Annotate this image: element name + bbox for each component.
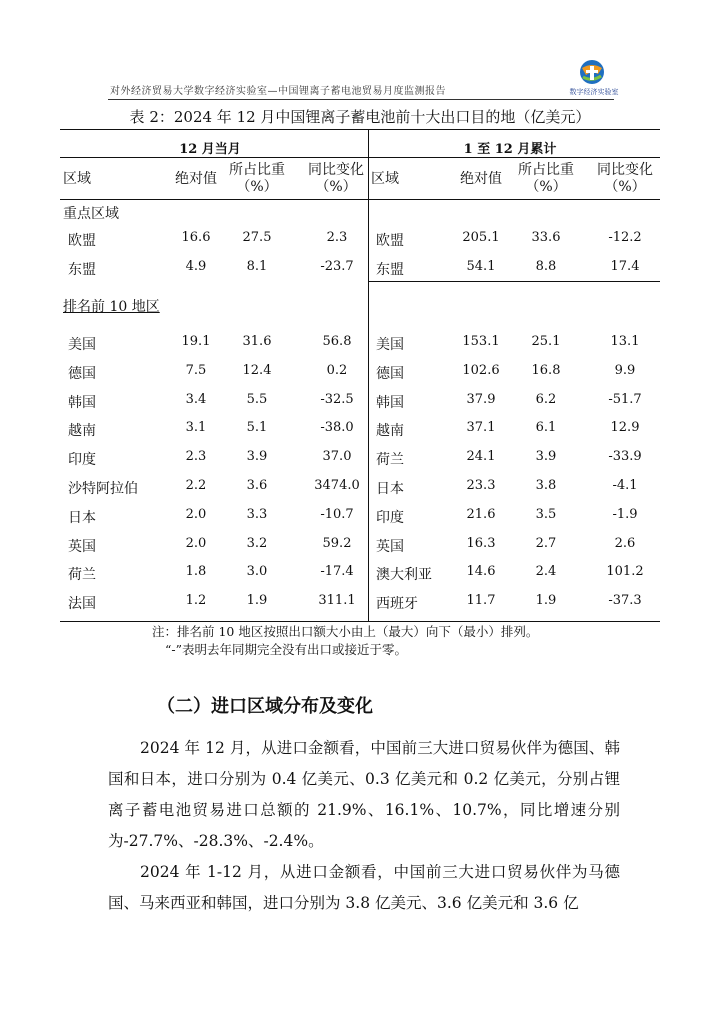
cell-r-abs: 205.1: [462, 230, 500, 245]
cell-l-abs: 1.8: [185, 564, 207, 580]
cell-l-yoy: -10.7: [320, 506, 354, 522]
cell-r-share: 6.1: [535, 420, 557, 436]
logo-text: 数字经济实验室: [569, 88, 619, 96]
cell-l-abs: 19.1: [181, 334, 211, 349]
cell-r-yoy: 9.9: [614, 362, 636, 378]
cell-l-name: 印度: [68, 452, 96, 469]
cell-r-abs: 24.1: [466, 449, 496, 465]
cell-r-yoy: -12.2: [608, 230, 642, 245]
table-note: 注：排名前 10 地区按照出口额大小由上（最大）向下（最小）排列。: [152, 624, 539, 639]
header-rule-2: [60, 199, 660, 200]
cell-l-abs: 1.2: [185, 593, 207, 609]
cell-l-share: 1.9: [246, 593, 268, 609]
cell-l-share: 3.0: [246, 564, 268, 580]
cell-r-share: 3.9: [535, 449, 557, 465]
cell-l-name: 美国: [68, 337, 96, 353]
cell-r-abs: 102.6: [462, 362, 500, 378]
cell-l-yoy: 3474.0: [314, 478, 360, 493]
col-yoy-left: 同比变化（%）: [308, 162, 364, 195]
cell-r-name: 英国: [376, 538, 404, 555]
cell-r-share: 16.8: [531, 362, 561, 378]
section-top10: 排名前 10 地区: [63, 299, 160, 315]
col-share-left: 所占比重（%）: [229, 162, 285, 195]
col-region-left: 区域: [63, 171, 91, 187]
cell-l-abs: 4.9: [185, 259, 207, 274]
cell-r-share: 33.6: [531, 230, 561, 245]
header-rule-1: [60, 157, 660, 158]
cell-l-abs: 2.0: [185, 506, 207, 522]
cell-r-name: 印度: [376, 509, 404, 526]
cell-l-abs: 16.6: [181, 230, 211, 245]
header-divider: [108, 99, 614, 100]
cell-r-abs: 54.1: [466, 259, 496, 274]
section-key-regions: 重点区域: [63, 206, 119, 222]
cell-r-name: 韩国: [376, 394, 404, 411]
cell-r-share: 2.7: [535, 535, 557, 551]
cell-l-name: 东盟: [68, 262, 96, 278]
cell-r-abs: 37.1: [466, 420, 496, 436]
cell-l-yoy: -17.4: [320, 564, 354, 580]
cell-r-yoy: -4.1: [612, 478, 638, 493]
right-section-rule: [368, 281, 660, 282]
cell-r-yoy: -1.9: [612, 506, 638, 522]
report-header: 对外经济贸易大学数字经济实验室—中国锂离子蓄电池贸易月度监测报告: [110, 86, 446, 97]
cell-r-abs: 153.1: [462, 334, 500, 349]
cell-l-name: 法国: [68, 596, 96, 613]
col-absolute-right: 绝对值: [460, 171, 502, 187]
cell-r-abs: 16.3: [466, 535, 496, 551]
cell-r-abs: 14.6: [466, 564, 496, 580]
cell-r-yoy: 2.6: [614, 535, 636, 551]
cell-l-abs: 3.4: [185, 391, 207, 407]
cell-r-share: 3.5: [535, 506, 557, 522]
cell-l-yoy: -38.0: [320, 420, 354, 436]
cell-l-yoy: 2.3: [326, 230, 348, 245]
cell-l-abs: 3.1: [185, 420, 207, 436]
cell-r-name: 荷兰: [376, 452, 404, 469]
cell-r-abs: 21.6: [466, 506, 496, 522]
cell-r-name: 越南: [376, 423, 404, 440]
cell-l-share: 5.5: [246, 391, 268, 407]
cell-l-name: 英国: [68, 538, 96, 555]
cell-r-abs: 37.9: [466, 391, 496, 407]
cell-l-yoy: 0.2: [326, 362, 348, 378]
cell-r-abs: 23.3: [466, 478, 496, 493]
cell-l-name: 越南: [68, 423, 96, 440]
lab-logo: [568, 58, 619, 98]
cell-r-share: 1.9: [535, 593, 557, 609]
section-heading: （二）进口区域分布及变化: [157, 696, 373, 717]
paragraph-2: 2024 年 1-12 月，从进口金额看，中国前三大进口贸易伙伴为马德国、马来西亚和韩国，进口分别为 3.8 亿美元、3.6 亿美元和 3.6 亿: [108, 863, 620, 912]
cell-l-name: 欧盟: [68, 233, 96, 249]
cell-r-share: 8.8: [535, 259, 557, 274]
cell-r-yoy: -51.7: [608, 391, 642, 407]
cell-r-share: 6.2: [535, 391, 557, 407]
cell-l-name: 德国: [68, 365, 96, 382]
cell-l-yoy: -32.5: [320, 391, 354, 407]
cell-l-share: 8.1: [246, 259, 268, 274]
cell-l-share: 12.4: [242, 362, 272, 378]
cell-r-name: 欧盟: [376, 233, 404, 249]
paragraph-1: 2024 年 12 月，从进口金额看，中国前三大进口贸易伙伴为德国、韩国和日本，进口分别为 0.4 亿美元、0.3 亿美元和 0.2 亿美元，分别占锂离子蓄电池贸易进口总额的 21.9%、16.1%、10.7%，同比增速分别为-27.7%、-28.3%、-2.4%。: [108, 739, 620, 850]
table-note-2: “-”表明去年同期完全没有出口或接近于零。: [165, 642, 408, 657]
cell-l-abs: 2.2: [185, 478, 207, 493]
cell-r-yoy: 101.2: [606, 564, 644, 580]
globe-icon: [568, 58, 616, 88]
cell-r-name: 美国: [376, 337, 404, 353]
cell-r-abs: 11.7: [466, 593, 496, 609]
cell-l-share: 3.6: [246, 478, 268, 493]
cell-l-abs: 2.3: [185, 449, 207, 465]
cell-r-name: 西班牙: [376, 596, 418, 613]
cell-l-abs: 7.5: [185, 362, 207, 378]
col-region-right: 区域: [371, 171, 399, 187]
col-share-right: 所占比重（%）: [518, 162, 574, 195]
cell-l-abs: 2.0: [185, 535, 207, 551]
cell-r-yoy: -37.3: [608, 593, 642, 609]
cell-l-yoy: -23.7: [320, 259, 354, 274]
cell-l-share: 3.9: [246, 449, 268, 465]
cell-r-yoy: 12.9: [610, 420, 640, 436]
cell-r-share: 3.8: [535, 478, 557, 493]
cell-l-share: 31.6: [242, 334, 272, 349]
cell-r-name: 日本: [376, 481, 404, 497]
cell-r-share: 2.4: [535, 564, 557, 580]
cell-l-yoy: 311.1: [318, 593, 356, 609]
cell-l-name: 荷兰: [68, 567, 96, 584]
col-absolute-left: 绝对值: [175, 171, 217, 187]
cell-l-share: 3.2: [246, 535, 268, 551]
cell-l-yoy: 56.8: [322, 334, 352, 349]
cell-r-name: 澳大利亚: [376, 567, 432, 584]
cell-r-yoy: 13.1: [610, 334, 640, 349]
cell-l-share: 27.5: [242, 230, 272, 245]
cell-l-yoy: 59.2: [322, 535, 352, 551]
group-header-cumulative: 1 至 12 月累计: [463, 142, 557, 157]
cell-r-share: 25.1: [531, 334, 561, 349]
export-table: [60, 129, 660, 622]
table-caption: 表 2：2024 年 12 月中国锂离子蓄电池前十大出口目的地（亿美元）: [129, 108, 591, 126]
cell-r-yoy: -33.9: [608, 449, 642, 465]
column-divider: [368, 130, 369, 621]
cell-r-yoy: 17.4: [610, 259, 640, 274]
cell-l-share: 5.1: [246, 420, 268, 436]
cell-l-name: 韩国: [68, 394, 96, 411]
cell-l-name: 日本: [68, 509, 96, 526]
cell-l-name: 沙特阿拉伯: [68, 481, 138, 497]
group-header-month: 12 月当月: [179, 142, 241, 157]
cell-r-name: 东盟: [376, 262, 404, 278]
cell-l-yoy: 37.0: [322, 449, 352, 465]
cell-r-name: 德国: [376, 365, 404, 382]
cell-l-share: 3.3: [246, 506, 268, 522]
col-yoy-right: 同比变化（%）: [597, 162, 653, 195]
